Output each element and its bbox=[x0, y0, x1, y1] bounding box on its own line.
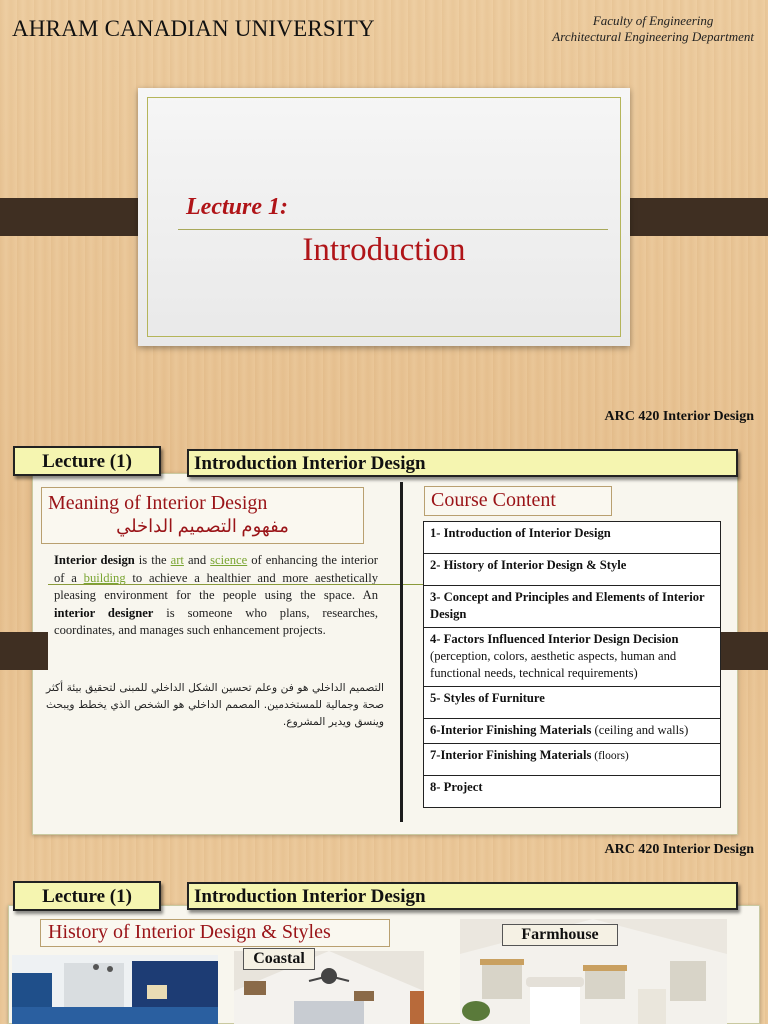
link-art[interactable]: art bbox=[170, 553, 184, 567]
title-divider bbox=[178, 229, 608, 230]
course-content-list bbox=[423, 522, 721, 808]
def-text: is the bbox=[134, 553, 171, 567]
course-item-detail: (ceiling and walls) bbox=[591, 723, 689, 737]
course-item-label: 6-Interior Finishing Materials bbox=[430, 723, 592, 737]
course-item-3 bbox=[423, 585, 721, 628]
decorative-bar-left bbox=[0, 198, 155, 236]
course-content-title: Course Content bbox=[424, 486, 612, 516]
history-title: History of Interior Design & Styles bbox=[40, 919, 390, 947]
blue-kitchen-photo bbox=[12, 955, 218, 1024]
title-card bbox=[138, 88, 630, 346]
course-item-6 bbox=[423, 718, 721, 744]
def-text: to achieve a healthier and more aesthetically pleasing environment for the people using the space. An bbox=[54, 570, 378, 602]
term-interior-design: Interior design bbox=[54, 553, 135, 567]
course-code-2: ARC 420 Interior Design bbox=[604, 842, 754, 857]
course-item-1 bbox=[423, 521, 721, 554]
course-item-label: 7-Interior Finishing Materials bbox=[430, 748, 592, 762]
lecture-tag-3: Lecture (1) bbox=[13, 881, 161, 911]
course-item-7 bbox=[423, 743, 721, 776]
blue-kitchen-illustration bbox=[12, 955, 218, 1024]
def-text: is someone who plans, researches, coordinates, and manages such enhancement projects. bbox=[54, 605, 378, 637]
course-item-label: 3- Concept and Principles and Elements of Interior Design bbox=[430, 590, 705, 621]
definition-en bbox=[54, 552, 378, 640]
def-text: and bbox=[183, 553, 211, 567]
course-item-label: 2- History of Interior Design & Style bbox=[430, 558, 627, 572]
def-text: of enhancing the interior of a bbox=[54, 553, 379, 585]
link-science[interactable]: science bbox=[210, 553, 248, 567]
course-item-label: 4- Factors Influenced Interior Design Decision bbox=[430, 632, 679, 646]
lecture-tag: Lecture (1) bbox=[13, 446, 161, 476]
tag-farmhouse: Farmhouse bbox=[502, 924, 618, 946]
meaning-title-en: Meaning of Interior Design bbox=[48, 492, 268, 514]
faculty-line-1: Faculty of Engineering bbox=[592, 13, 714, 28]
course-item-label: 1- Introduction of Interior Design bbox=[430, 526, 611, 540]
meaning-title-ar: مفهوم التصميم الداخلي bbox=[116, 516, 289, 536]
course-item-2 bbox=[423, 553, 721, 586]
column-divider bbox=[400, 482, 403, 822]
course-item-8 bbox=[423, 775, 721, 808]
decorative-bar-left-2 bbox=[0, 632, 48, 670]
course-item-detail: (floors) bbox=[591, 750, 629, 762]
decorative-bar-right bbox=[613, 198, 768, 236]
title-card-frame bbox=[147, 97, 621, 337]
tag-coastal: Coastal bbox=[243, 948, 315, 970]
faculty-info bbox=[552, 13, 754, 45]
lecture-title: Introduction bbox=[302, 232, 466, 268]
decorative-bar-right-2 bbox=[720, 632, 768, 670]
definition-ar: التصميم الداخلي هو فن وعلم تحسين الشكل الداخلي للمبنى لتحقيق بيئة أكثر صحة وجمالية للمستخدمين. المصمم الداخلي هو الشخص الذي يخطط ويبحث وينسق ويدير المشروع. bbox=[46, 682, 384, 728]
course-item-label: 8- Project bbox=[430, 780, 483, 794]
course-item-label: 5- Styles of Furniture bbox=[430, 691, 545, 705]
lecture-label: Lecture 1: bbox=[186, 194, 288, 220]
university-name: AHRAM CANADIAN UNIVERSITY bbox=[12, 16, 375, 41]
slide-header-3: Introduction Interior Design bbox=[187, 882, 738, 910]
course-item-5 bbox=[423, 686, 721, 719]
term-interior-designer: interior designer bbox=[54, 605, 154, 620]
course-item-4 bbox=[423, 627, 721, 687]
course-item-detail: (perception, colors, aesthetic aspects, human and functional needs, technical requirements) bbox=[430, 649, 677, 680]
meaning-title-box bbox=[41, 487, 364, 544]
link-building[interactable]: building bbox=[83, 570, 126, 585]
faculty-line-2: Architectural Engineering Department bbox=[552, 29, 754, 44]
course-code: ARC 420 Interior Design bbox=[604, 409, 754, 424]
slide-header: Introduction Interior Design bbox=[187, 449, 738, 477]
